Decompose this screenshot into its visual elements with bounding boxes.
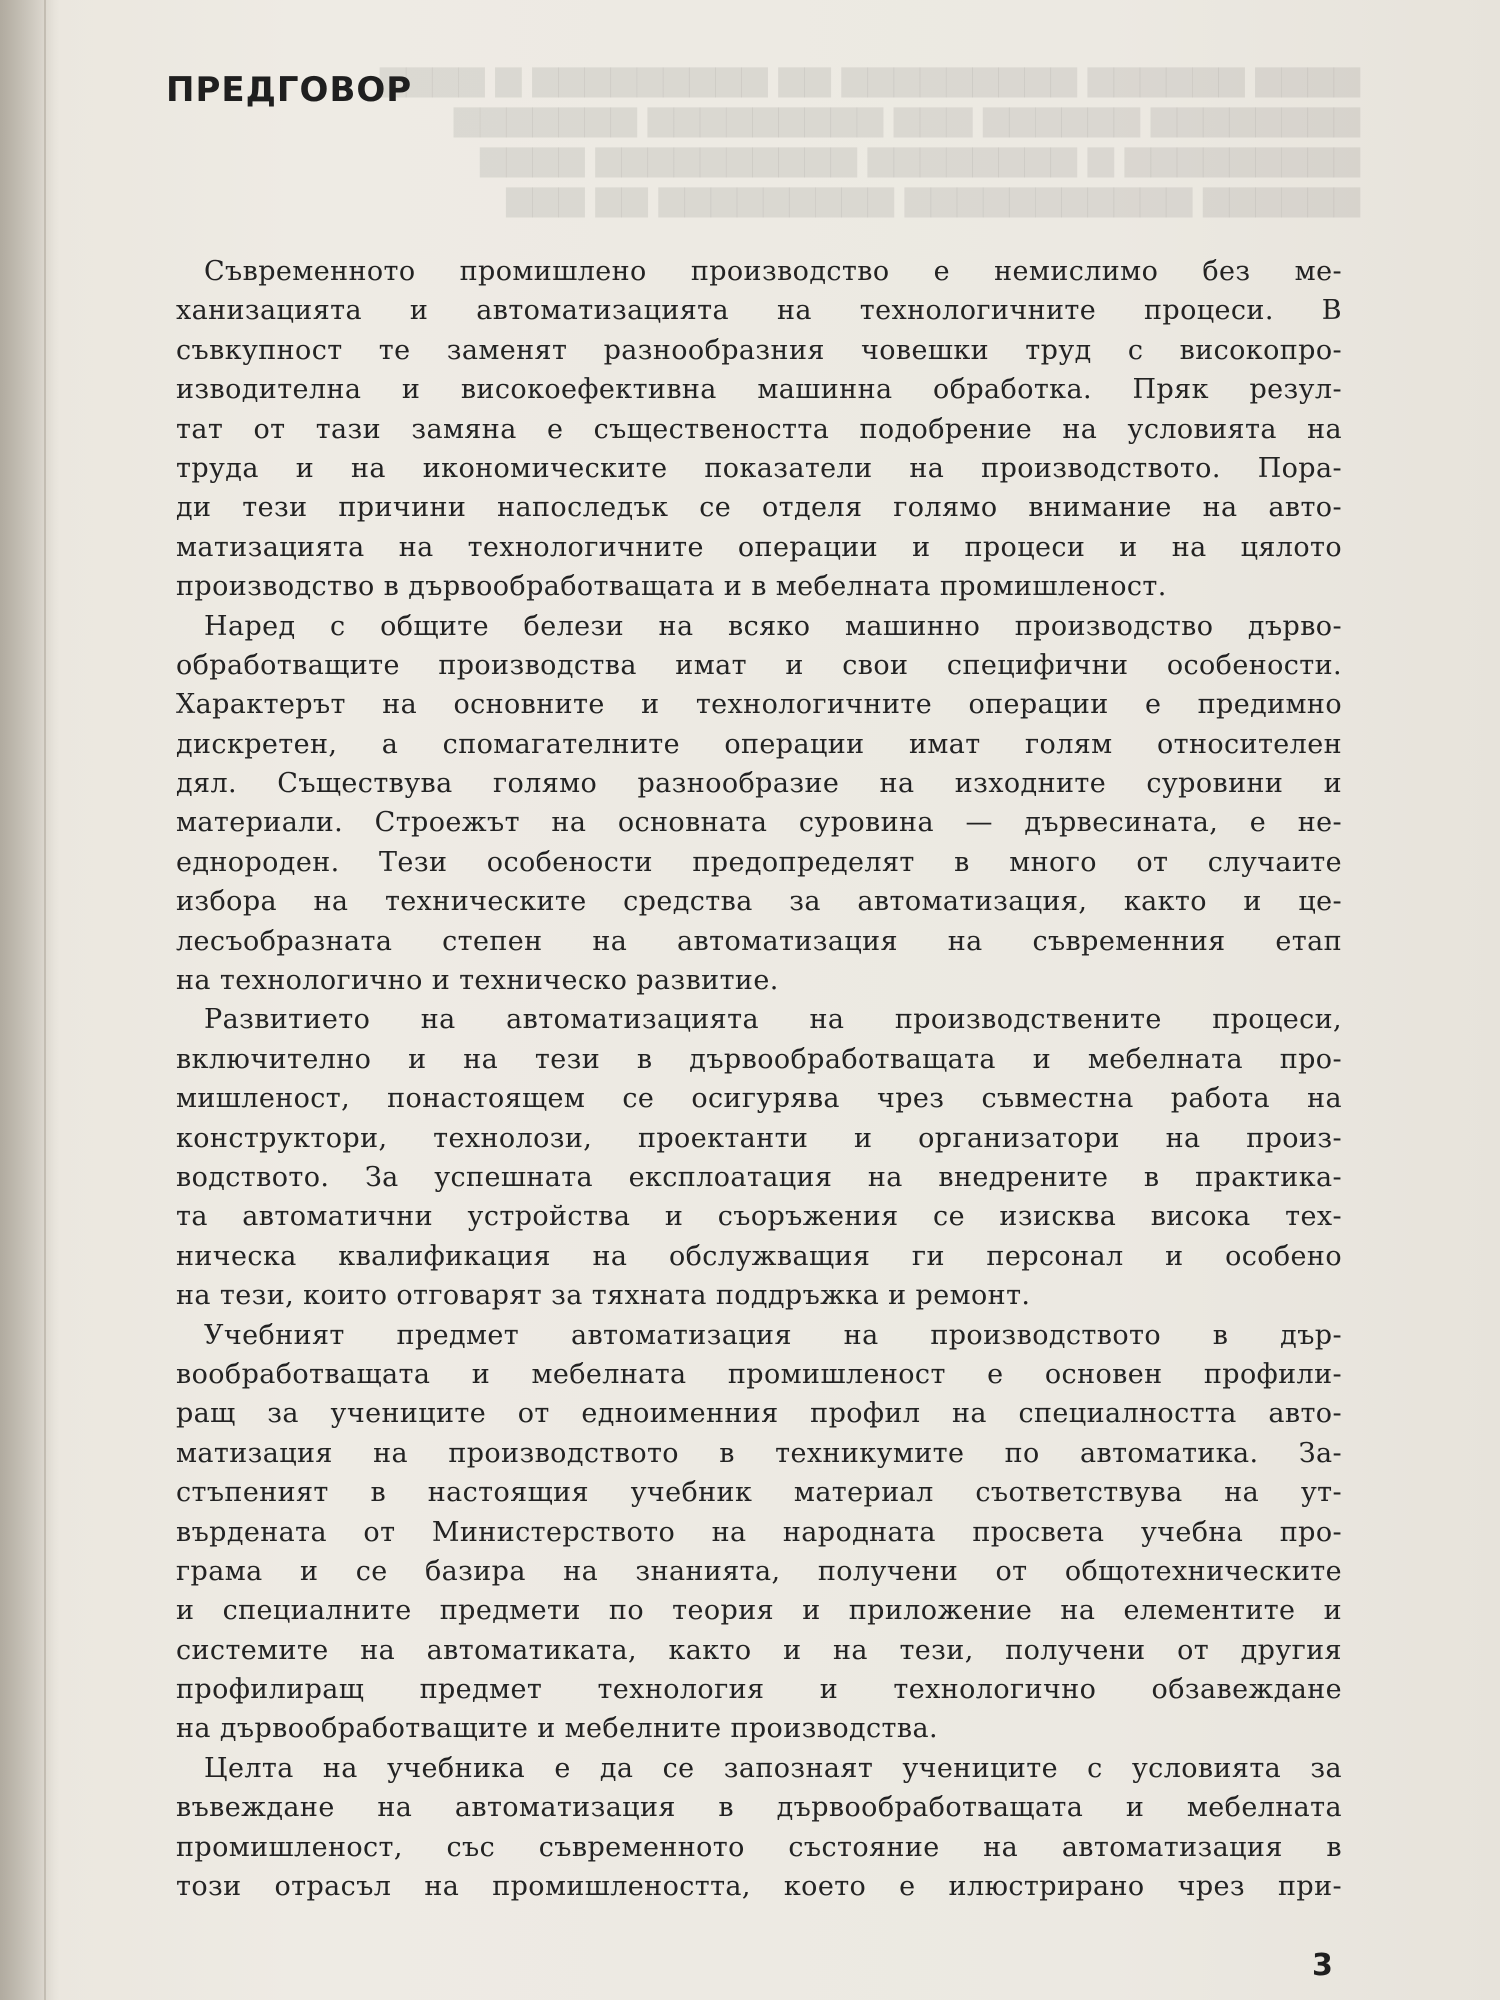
text-line: лесъобразната степен на автоматизация на съвременния етап	[176, 925, 1342, 957]
text-line: съвкупност те заменят разнообразния човешки труд с високопро-	[176, 334, 1342, 366]
show-through-texture: ▆▆▆▆ ▆▆▆▆▆▆ ▆▆▆▆▆▆▆▆▆ ▆▆ ▆▆▆▆▆▆▆▆▆ ▆ ▆▆▆▆ ▆▆▆▆▆▆▆▆ ▆▆▆▆▆▆ ▆▆▆ ▆▆▆▆▆▆▆▆▆ ▆▆▆▆▆▆▆ ▆▆▆▆▆▆▆▆▆ ▆ ▆▆▆▆▆▆▆▆ ▆▆▆▆▆▆▆▆▆▆ ▆▆▆▆ ▆▆▆▆▆▆ ▆▆▆▆▆▆▆▆▆▆▆ ▆▆▆▆▆▆▆▆▆ ▆▆ ▆▆▆	[379, 58, 1360, 218]
text-line: ди тези причини напоследък се отделя голямо внимание на авто-	[176, 492, 1342, 524]
text-line: върдената от Министерството на народната просвета учебна про-	[176, 1516, 1342, 1548]
text-line: Целта на учебника е да се запознаят учениците с условията за	[204, 1752, 1342, 1784]
text-line: този отрасъл на промишлеността, което е илюстрирано чрез при-	[176, 1871, 1342, 1903]
text-line: системите на автоматиката, както и на тези, получени от другия	[176, 1634, 1342, 1666]
text-line: матизацията на технологичните операции и процеси и на цялото	[176, 531, 1342, 563]
text-line: та автоматични устройства и съоръжения се изисква висока тех-	[176, 1201, 1342, 1233]
text-line: стъпеният в настоящия учебник материал съответствува на ут-	[176, 1477, 1342, 1509]
text-line: ханизацията и автоматизацията на технологичните процеси. В	[176, 295, 1342, 327]
text-line: и специалните предмети по теория и приложение на елементите и	[176, 1595, 1342, 1627]
text-line: обработващите производства имат и свои специфични особености.	[176, 649, 1342, 681]
text-line: Наред с общите белези на всяко машинно производство дърво-	[204, 610, 1342, 642]
text-line: на дървообработващите и мебелните производства.	[176, 1713, 938, 1745]
text-line: дискретен, а спомагателните операции имат голям относителен	[176, 728, 1342, 760]
text-line: Учебният предмет автоматизация на производството в дър-	[204, 1319, 1342, 1351]
text-line: материали. Строежът на основната суровина — дървесината, е не-	[176, 807, 1342, 839]
text-line: избора на техническите средства за автоматизация, както и це-	[176, 886, 1342, 918]
text-line: Съвременното промишлено производство е немислимо без ме-	[204, 256, 1342, 287]
text-line: въвеждане на автоматизация в дървообработващата и мебелната	[176, 1792, 1342, 1824]
page-title: ПРЕДГОВОР	[166, 70, 413, 110]
body-text	[176, 252, 1342, 1906]
text-line: промишленост, със съвременното състояние на автоматизация в	[176, 1831, 1342, 1863]
text-line: грама и се базира на знанията, получени от общотехническите	[176, 1555, 1342, 1587]
text-line: матизация на производството в техникумите по автоматика. За-	[176, 1437, 1342, 1469]
paragraph	[176, 607, 1342, 1001]
text-line: на технологично и техническо развитие.	[176, 965, 779, 997]
page-number: 3	[1312, 1948, 1333, 1983]
text-line: Развитието на автоматизацията на производствените процеси,	[204, 1004, 1342, 1036]
text-line: еднороден. Тези особености предопределят в много от случаите	[176, 846, 1342, 878]
gutter-shadow	[0, 0, 60, 2000]
paragraph	[176, 1000, 1342, 1315]
text-line: изводителна и високоефективна машинна обработка. Пряк резул-	[176, 374, 1342, 406]
text-line: тат от тази замяна е съществеността подобрение на условията на	[176, 413, 1342, 445]
paragraph	[176, 1749, 1342, 1907]
text-line: Характерът на основните и технологичните операции е предимно	[176, 689, 1342, 721]
text-line: профилиращ предмет технология и технологично обзавеждане	[176, 1674, 1342, 1706]
paragraph	[176, 1316, 1342, 1749]
text-line: труда и на икономическите показатели на производството. Пора-	[176, 452, 1342, 484]
page-edge	[44, 0, 46, 2000]
text-line: ращ за учениците от едноименния профил на специалността авто-	[176, 1398, 1342, 1430]
text-line: мишленост, понастоящем се осигурява чрез съвместна работа на	[176, 1083, 1342, 1115]
text-line: включително и на тези в дървообработващата и мебелната про-	[176, 1043, 1342, 1075]
text-line: ническа квалификация на обслужващия ги персонал и особено	[176, 1240, 1342, 1272]
text-line: дял. Съществува голямо разнообразие на изходните суровини и	[176, 768, 1342, 800]
paragraph	[176, 252, 1342, 607]
text-line: конструктори, технолози, проектанти и организатори на произ-	[176, 1122, 1342, 1154]
text-line: водството. За успешната експлоатация на внедрените в практика-	[176, 1161, 1342, 1193]
text-line: производство в дървообработващата и в мебелната промишленост.	[176, 571, 1167, 603]
text-line: вообработващата и мебелната промишленост е основен профили-	[176, 1358, 1342, 1390]
text-line: на тези, които отговарят за тяхната поддръжка и ремонт.	[176, 1280, 1031, 1312]
